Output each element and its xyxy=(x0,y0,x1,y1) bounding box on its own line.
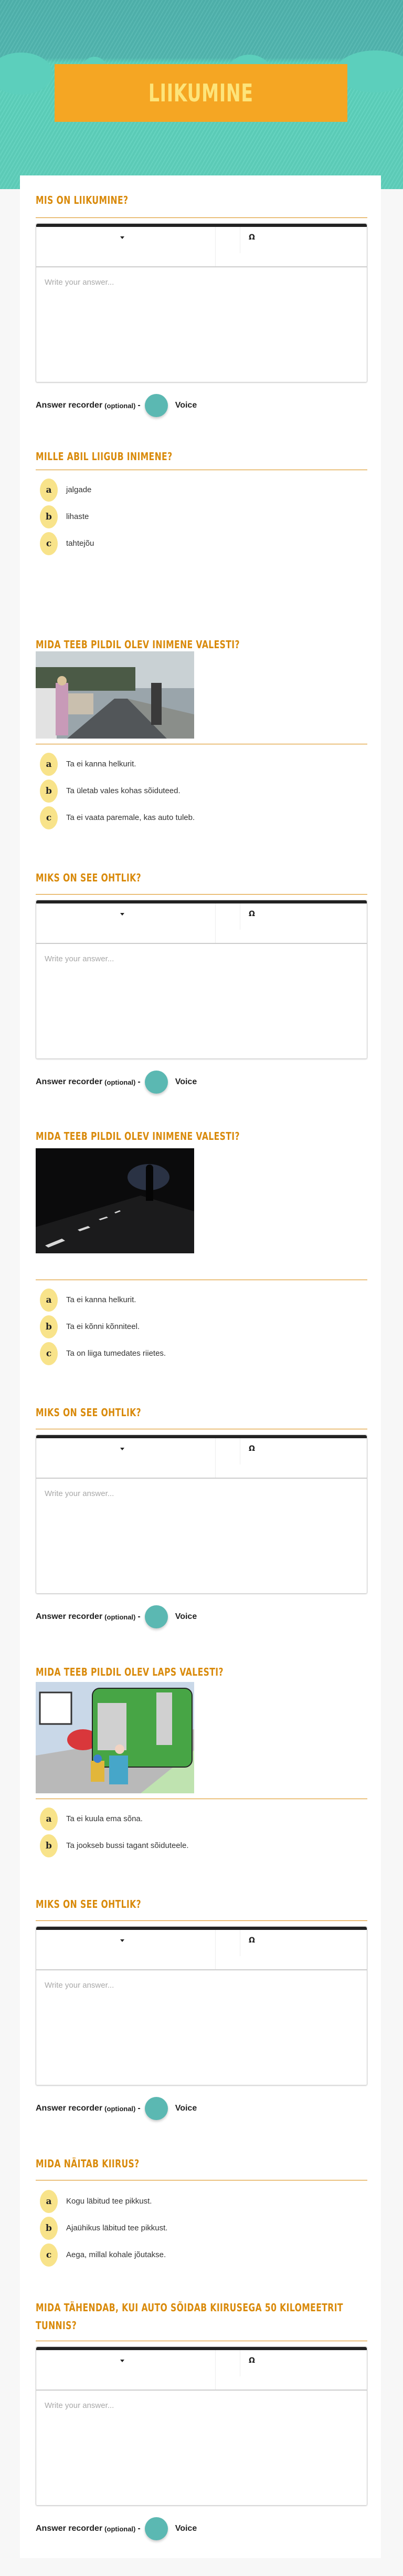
recorder-label: Answer recorder xyxy=(36,401,103,410)
recorder-optional-label: (optional) xyxy=(104,1613,136,1621)
option-letter-badge: b xyxy=(40,1834,58,1857)
divider xyxy=(36,894,367,895)
option-text: Ta jookseb bussi tagant sõiduteele. xyxy=(66,1841,189,1850)
format-dropdown[interactable] xyxy=(36,227,216,266)
option-text: tahtejõu xyxy=(66,539,94,548)
question-3 xyxy=(36,638,367,831)
question-title: MIDA TEEB PILDIL OLEV INIMENE VALESTI? xyxy=(36,1130,240,1142)
format-dropdown[interactable] xyxy=(36,2350,216,2390)
option-letter-badge: c xyxy=(40,2243,58,2267)
editor-toolbar xyxy=(36,2350,367,2391)
question-title: MIDA NÄITAB KIIRUS? xyxy=(36,2157,140,2170)
rich-text-editor xyxy=(36,1926,367,2085)
question-title: MIDA TEEB PILDIL OLEV INIMENE VALESTI? xyxy=(36,638,240,651)
caret-down-icon xyxy=(120,913,124,916)
editor-toolbar xyxy=(36,1438,367,1479)
option-c[interactable] xyxy=(36,804,367,831)
question-7 xyxy=(36,1665,367,1859)
special-characters-icon[interactable]: Ω xyxy=(249,1445,255,1453)
recorder-optional-label: (optional) xyxy=(104,401,136,410)
option-text: Ta ei kanna helkurit. xyxy=(66,1295,136,1304)
recorder-label: Answer recorder xyxy=(36,1077,103,1086)
cloud-decoration xyxy=(0,53,52,95)
page-header xyxy=(0,0,403,189)
separator: - xyxy=(137,1077,141,1086)
option-c[interactable] xyxy=(36,530,367,557)
question-title: MIKS ON SEE OHTLIK? xyxy=(36,1406,142,1419)
option-b[interactable] xyxy=(36,503,367,530)
option-text: lihaste xyxy=(66,512,89,521)
street-pedestrian-image xyxy=(36,651,194,739)
answer-recorder xyxy=(36,394,367,417)
editor-toolbar xyxy=(36,227,367,267)
answer-input[interactable] xyxy=(45,1981,358,2074)
night-road-image xyxy=(36,1148,194,1253)
question-title: MIKS ON SEE OHTLIK? xyxy=(36,871,142,884)
option-text: Ta on liiga tumedates riietes. xyxy=(66,1349,166,1358)
special-characters-icon[interactable]: Ω xyxy=(249,2356,255,2365)
question-8 xyxy=(36,1897,367,2120)
special-characters-icon[interactable]: Ω xyxy=(249,910,255,918)
divider xyxy=(36,1920,367,1921)
option-letter-badge: a xyxy=(40,479,58,502)
page-title: LIIKUMINE xyxy=(149,79,253,107)
rich-text-editor xyxy=(36,2346,367,2506)
toolbar-button[interactable] xyxy=(216,227,240,253)
question-1 xyxy=(36,193,367,417)
option-text: Kogu läbitud tee pikkust. xyxy=(66,2197,152,2206)
rich-text-editor xyxy=(36,1435,367,1594)
voice-label: Voice xyxy=(175,1612,197,1621)
option-letter-badge: a xyxy=(40,1289,58,1312)
toolbar-button[interactable] xyxy=(216,2350,240,2376)
voice-label: Voice xyxy=(175,2104,197,2113)
voice-label: Voice xyxy=(175,2524,197,2533)
option-c[interactable] xyxy=(36,1340,367,1367)
option-list xyxy=(36,1286,367,1367)
option-text: Ta ei kanna helkurit. xyxy=(66,760,136,768)
option-letter-badge: a xyxy=(40,753,58,776)
option-a[interactable] xyxy=(36,1805,367,1832)
caret-down-icon xyxy=(120,1448,124,1450)
record-voice-button[interactable] xyxy=(145,394,168,417)
option-a[interactable] xyxy=(36,2188,367,2215)
toolbar-button[interactable] xyxy=(216,1930,240,1956)
question-5 xyxy=(36,1129,367,1367)
special-characters-icon[interactable]: Ω xyxy=(249,233,255,242)
option-letter-badge: b xyxy=(40,2217,58,2240)
option-text: jalgade xyxy=(66,485,92,494)
answer-recorder xyxy=(36,1605,367,1628)
option-letter-badge: b xyxy=(40,780,58,803)
recorder-label: Answer recorder xyxy=(36,2104,103,2113)
recorder-optional-label: (optional) xyxy=(104,2104,136,2113)
separator: - xyxy=(137,2524,141,2533)
format-dropdown[interactable] xyxy=(36,1930,216,1969)
voice-label: Voice xyxy=(175,401,197,410)
answer-recorder xyxy=(36,2097,367,2120)
record-voice-button[interactable] xyxy=(145,1605,168,1628)
record-voice-button[interactable] xyxy=(145,2097,168,2120)
answer-recorder xyxy=(36,2517,367,2540)
caret-down-icon xyxy=(120,236,124,239)
answer-input[interactable] xyxy=(45,954,358,1048)
option-text: Ta ei kõnni kõnniteel. xyxy=(66,1322,140,1331)
answer-input[interactable] xyxy=(45,1489,358,1583)
worksheet-card xyxy=(20,175,381,2558)
toolbar-button[interactable] xyxy=(216,1438,240,1464)
option-a[interactable] xyxy=(36,751,367,777)
child-behind-bus-image xyxy=(36,1682,194,1793)
option-text: Ajaühikus läbitud tee pikkust. xyxy=(66,2224,168,2232)
option-list xyxy=(36,476,367,557)
option-letter-badge: c xyxy=(40,532,58,555)
option-a[interactable] xyxy=(36,476,367,503)
title-banner xyxy=(55,64,347,122)
record-voice-button[interactable] xyxy=(145,1071,168,1094)
question-title: MIS ON LIIKUMINE? xyxy=(36,194,129,206)
divider xyxy=(36,217,367,218)
option-text: Ta ei kuula ema sõna. xyxy=(66,1814,143,1823)
option-text: Aega, millal kohale jõutakse. xyxy=(66,2250,166,2259)
option-a[interactable] xyxy=(36,1286,367,1313)
voice-label: Voice xyxy=(175,1077,197,1086)
question-title: MIKS ON SEE OHTLIK? xyxy=(36,1898,142,1910)
question-9 xyxy=(36,2157,367,2268)
option-list xyxy=(36,1805,367,1859)
option-letter-badge: a xyxy=(40,1808,58,1831)
question-6 xyxy=(36,1406,367,1628)
toolbar-button[interactable] xyxy=(216,903,240,930)
question-title: MIDA TÄHENDAB, KUI AUTO SÕIDAB KIIRUSEGA 50 KILOMEETRIT TUNNIS? xyxy=(36,2301,343,2332)
recorder-optional-label: (optional) xyxy=(104,2525,136,2533)
option-letter-badge: a xyxy=(40,2190,58,2213)
option-b[interactable] xyxy=(36,2215,367,2241)
recorder-label: Answer recorder xyxy=(36,2524,103,2533)
special-characters-icon[interactable]: Ω xyxy=(249,1936,255,1945)
editor-toolbar xyxy=(36,903,367,944)
recorder-label: Answer recorder xyxy=(36,1612,103,1621)
option-text: Ta ei vaata paremale, kas auto tuleb. xyxy=(66,813,195,822)
question-title: MIDA TEEB PILDIL OLEV LAPS VALESTI? xyxy=(36,1666,224,1678)
option-b[interactable] xyxy=(36,1313,367,1340)
separator: - xyxy=(137,1612,141,1621)
option-b[interactable] xyxy=(36,1832,367,1859)
question-title: MILLE ABIL LIIGUB INIMENE? xyxy=(36,450,173,463)
editor-toolbar xyxy=(36,1930,367,1970)
question-4 xyxy=(36,871,367,1094)
rich-text-editor xyxy=(36,900,367,1059)
question-10 xyxy=(36,2299,367,2540)
format-dropdown[interactable] xyxy=(36,1438,216,1478)
option-letter-badge: c xyxy=(40,806,58,829)
option-letter-badge: c xyxy=(40,1342,58,1365)
option-list xyxy=(36,2188,367,2268)
option-b[interactable] xyxy=(36,777,367,804)
option-list xyxy=(36,751,367,831)
separator: - xyxy=(137,401,141,410)
answer-recorder xyxy=(36,1071,367,1094)
recorder-optional-label: (optional) xyxy=(104,1078,136,1086)
format-dropdown[interactable] xyxy=(36,903,216,943)
record-voice-button[interactable] xyxy=(145,2517,168,2540)
answer-input[interactable] xyxy=(45,278,358,371)
answer-input[interactable] xyxy=(45,2401,358,2495)
caret-down-icon xyxy=(120,1939,124,1942)
rich-text-editor xyxy=(36,223,367,382)
option-letter-badge: b xyxy=(40,505,58,528)
option-text: Ta ületab vales kohas sõiduteed. xyxy=(66,786,181,795)
separator: - xyxy=(137,2104,141,2113)
question-2 xyxy=(36,450,367,557)
caret-down-icon xyxy=(120,2360,124,2362)
option-letter-badge: b xyxy=(40,1315,58,1338)
option-c[interactable] xyxy=(36,2241,367,2268)
